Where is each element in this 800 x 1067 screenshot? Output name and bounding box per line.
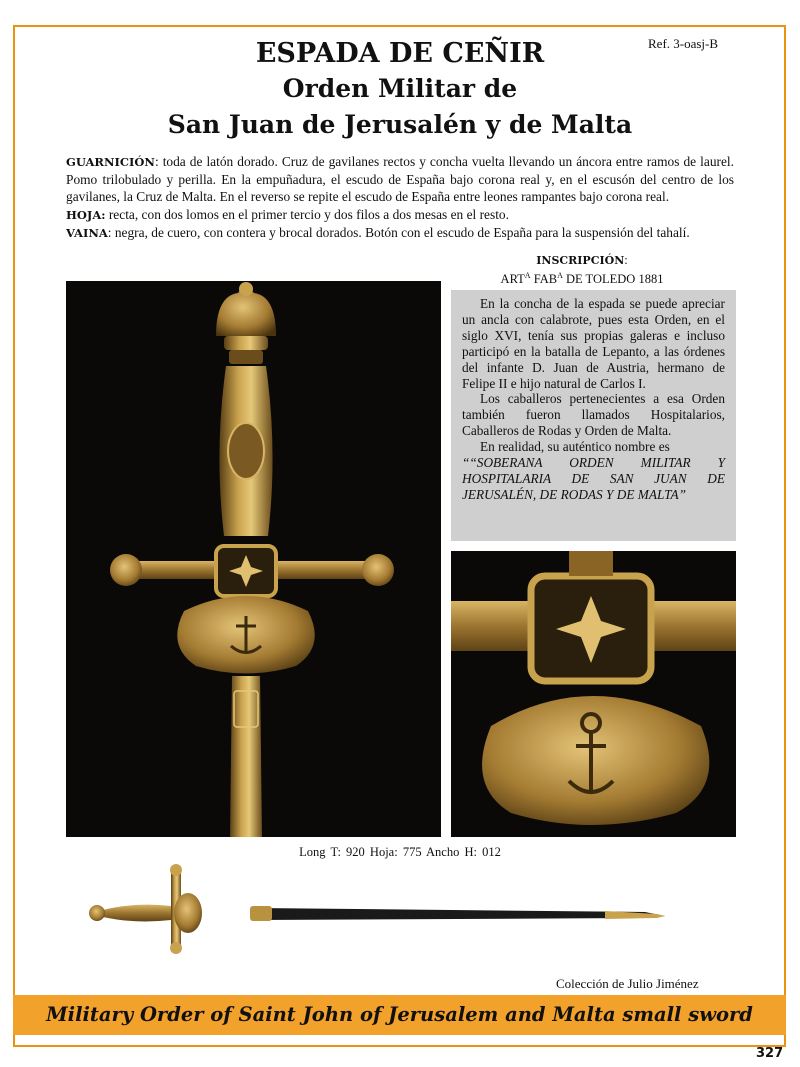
english-title-banner: Military Order of Saint John of Jerusalem and Malta small sword	[13, 995, 786, 1035]
hoja-paragraph	[66, 206, 734, 224]
vaina-text: : negra, de cuero, con contera y brocal dorados. Botón con el escudo de España para la suspensión del tahalí.	[107, 224, 690, 240]
title-line-3: San Juan de Jerusalén y de Malta	[167, 110, 633, 139]
full-sword-photo	[85, 862, 675, 957]
vaina-paragraph	[66, 224, 734, 242]
vaina-label: VAINA	[66, 225, 108, 240]
note-paragraph-3: En realidad, su auténtico nombre es	[480, 439, 670, 455]
inscription-text: $ART^A$ $FAB^A$ DE TOLEDO 1881	[500, 271, 664, 287]
inscription-colon: :	[624, 253, 628, 267]
history-note	[451, 290, 736, 541]
guarnicion-paragraph	[66, 153, 734, 206]
guarnicion-label: GUARNICIÓN	[66, 155, 155, 169]
hoja-label: HOJA:	[66, 207, 106, 222]
hilt-photo	[66, 281, 441, 837]
description	[66, 153, 734, 242]
page-number: 327	[756, 1046, 784, 1061]
guarnicion-text: : toda de latón dorado. Cruz de gavilanes rectos y concha vuelta llevando un áncora entre ramos de laurel. Pomo trilobulado y perilla. En la empuñadura, el escudo de España bajo corona real y, en el escusón del centro de los gavilanes, la Cruz de Malta. En el reverso se repite el escudo de España entre leones rampantes bajo corona real.	[66, 154, 734, 205]
guard-detail-photo	[451, 551, 736, 837]
note-paragraph-1: En la concha de la espada se puede apreciar un ancla con calabrote, pues esta Orden, en el siglo XVI, tenía sus propias galeras e incluso participó en la batalla de Lepanto, a las órdenes del infante D. Juan de Austria, hermano de Felipe II e hijo natural de Carlos I.	[462, 296, 725, 391]
note-paragraph-2: Los caballeros pertenecientes a esa Orden también fueron llamados Hospitalarios, Caballeros de Rodas y Orden de Malta.	[462, 391, 725, 439]
title-line-2: Orden Militar de	[282, 74, 518, 103]
dimensions: Long T: 920 Hoja: 775 Ancho H: 012	[299, 845, 501, 859]
inscription	[470, 253, 694, 287]
collection-credit: Colección de Julio Jiménez	[556, 976, 699, 991]
inscription-heading: INSCRIPCIÓN	[536, 254, 625, 267]
title-line-1: ESPADA DE CEÑIR	[255, 38, 545, 69]
note-official-name: ““SOBERANA ORDEN MILITAR Y HOSPITALARIA DE SAN JUAN DE JERUSALÉN, DE RODAS Y DE MALTA”	[462, 455, 725, 502]
reference-code: Ref. 3-oasj-B	[648, 36, 719, 51]
hoja-text: recta, con dos lomos en el primer tercio y dos filos a dos mesas en el resto.	[105, 206, 509, 222]
